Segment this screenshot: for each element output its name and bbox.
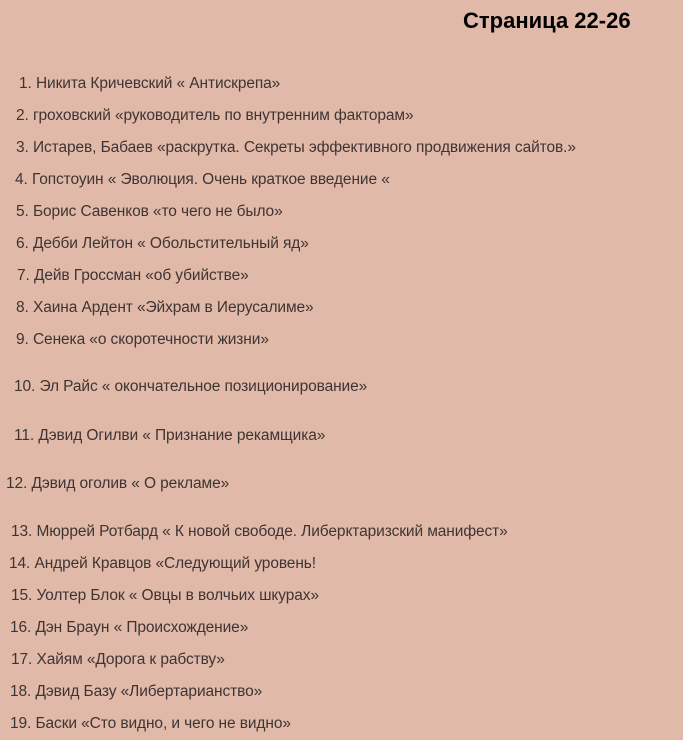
list-item xyxy=(16,106,414,126)
list-item xyxy=(16,298,314,318)
list-item xyxy=(14,426,325,446)
list-item-text: Истарев, Бабаев «раскрутка. Секреты эффективного продвижения сайтов.» xyxy=(32,139,576,156)
list-item-number: 2. xyxy=(16,107,29,124)
list-item xyxy=(16,202,283,222)
list-item-number: 19. xyxy=(10,715,32,732)
list-item xyxy=(14,377,367,397)
list-item-text: Дейв Гроссман «об убийстве» xyxy=(33,267,249,284)
list-item-text: Уолтер Блок « Овцы в волчьих шкурах» xyxy=(36,587,319,604)
list-item-text: Сенека «о скоротечности жизни» xyxy=(32,331,269,348)
list-item-number: 18. xyxy=(10,683,32,700)
list-item xyxy=(11,586,319,606)
list-item-text: Борис Савенков «то чего не было» xyxy=(32,203,283,220)
list-item-number: 13. xyxy=(11,523,33,540)
list-item-text: Дэвид оголив « О рекламе» xyxy=(31,475,230,492)
list-item-number: 14. xyxy=(9,555,31,572)
list-item-number: 5. xyxy=(16,203,29,220)
list-item xyxy=(15,170,390,190)
page-title: Страница 22-26 xyxy=(463,8,631,33)
list-item xyxy=(16,234,309,254)
list-item-number: 11. xyxy=(14,427,35,444)
list-item-text: Баски «Сто видно, и чего не видно» xyxy=(35,715,291,732)
list-item-text: Гопстоуин « Эволюция. Очень краткое введение « xyxy=(31,171,390,188)
list-item-number: 15. xyxy=(11,587,33,604)
list-item-text: Дэвид Базу «Либертарианство» xyxy=(35,683,263,700)
list-item-number: 17. xyxy=(11,651,33,668)
list-item-number: 12. xyxy=(6,475,28,492)
list-item-number: 16. xyxy=(10,619,32,636)
list-item-number: 10. xyxy=(14,378,36,395)
list-item-number: 9. xyxy=(16,331,29,348)
list-item-number: 4. xyxy=(15,171,28,188)
list-item-text: Мюррей Ротбард « К новой свободе. Либерктаризский манифест» xyxy=(36,523,508,540)
list-item xyxy=(19,74,280,94)
list-item-number: 7. xyxy=(17,267,30,284)
list-item-text: Никита Кричевский « Антискрепа» xyxy=(35,75,281,92)
list-item-text: Андрей Кравцов «Следующий уровень! xyxy=(34,555,316,572)
list-item-text: Дэн Браун « Происхождение» xyxy=(35,619,249,636)
list-item xyxy=(6,474,229,494)
list-item-text: Дебби Лейтон « Обольстительный яд» xyxy=(32,235,309,252)
list-item-number: 1. xyxy=(19,75,32,92)
list-item-number: 3. xyxy=(16,139,29,156)
list-item-text: Хайям «Дорога к рабству» xyxy=(36,651,225,668)
list-item-text: Хаина Ардент «Эйхрам в Иерусалиме» xyxy=(32,299,314,316)
list-item xyxy=(11,650,225,670)
list-item-text: Дэвид Огилви « Признание рекамщика» xyxy=(38,427,326,444)
list-item-text: Эл Райс « окончательное позиционирование» xyxy=(39,378,368,395)
list-item xyxy=(16,330,269,350)
list-item xyxy=(11,522,508,542)
list-item xyxy=(10,714,291,734)
list-item-number: 8. xyxy=(16,299,29,316)
list-item xyxy=(10,682,262,702)
list-item xyxy=(10,618,248,638)
list-item-text: гроховский «руководитель по внутренним факторам» xyxy=(32,107,414,124)
list-item-number: 6. xyxy=(16,235,29,252)
list-item xyxy=(9,554,316,574)
list-item xyxy=(16,138,576,158)
list-item xyxy=(17,266,249,286)
